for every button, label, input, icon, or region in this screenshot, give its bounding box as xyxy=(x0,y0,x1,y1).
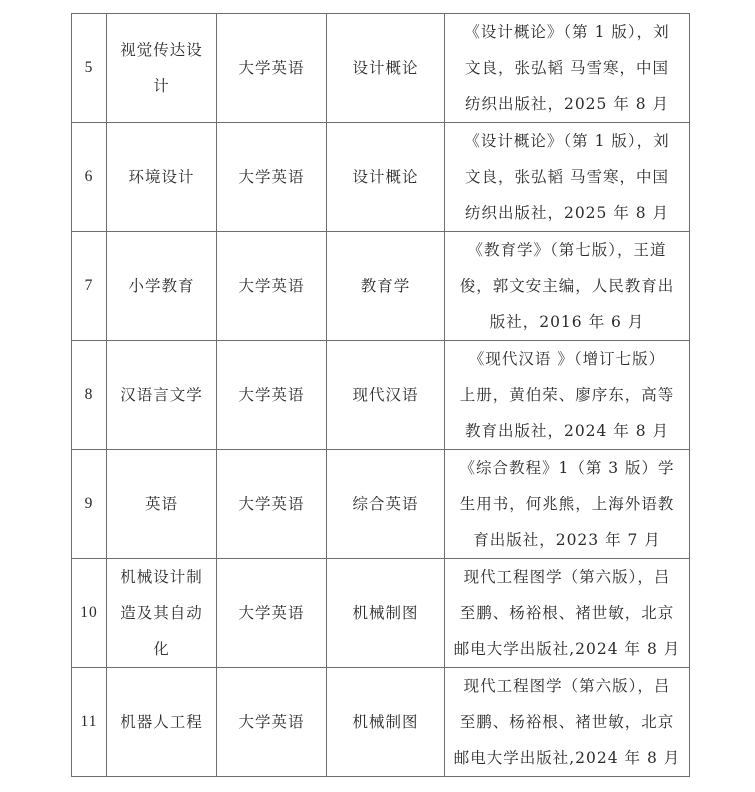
reference-book xyxy=(445,450,690,559)
course-major: 综合英语 xyxy=(327,450,445,559)
textbook-table xyxy=(71,13,690,777)
major-name xyxy=(107,559,217,668)
reference-line: 纺织出版社，2025 年 8 月 xyxy=(464,95,670,113)
major-name xyxy=(107,341,217,450)
reference-line: 教育出版社，2024 年 8 月 xyxy=(464,422,670,440)
reference-book xyxy=(445,559,690,668)
course-major: 机械制图 xyxy=(327,668,445,777)
major-line: 环境设计 xyxy=(128,168,195,186)
table-row xyxy=(72,559,690,668)
course-major: 现代汉语 xyxy=(327,341,445,450)
major-name xyxy=(107,450,217,559)
table-row xyxy=(72,232,690,341)
course-major: 设计概论 xyxy=(327,123,445,232)
course-public: 大学英语 xyxy=(217,668,327,777)
reference-line: 邮电大学出版社,2024 年 8 月 xyxy=(453,640,681,658)
reference-line: 上册，黄伯荣、廖序东，高等 xyxy=(459,386,675,404)
reference-line: 现代工程图学（第六版），吕 xyxy=(463,677,671,695)
course-major: 机械制图 xyxy=(327,559,445,668)
course-public: 大学英语 xyxy=(217,14,327,123)
major-line: 小学教育 xyxy=(128,277,195,295)
course-public: 大学英语 xyxy=(217,341,327,450)
reference-book xyxy=(445,14,690,123)
reference-line: 《现代汉语 》（增订七版） xyxy=(468,350,666,368)
table-body xyxy=(72,14,690,777)
major-name xyxy=(107,232,217,341)
reference-book xyxy=(445,341,690,450)
major-line: 英语 xyxy=(144,495,178,513)
table-row xyxy=(72,341,690,450)
course-public: 大学英语 xyxy=(217,450,327,559)
reference-line: 《设计概论》（第 1 版），刘 xyxy=(464,23,670,41)
row-number: 5 xyxy=(72,14,107,123)
course-public: 大学英语 xyxy=(217,123,327,232)
reference-line: 版社，2016 年 6 月 xyxy=(489,313,645,331)
row-number: 6 xyxy=(72,123,107,232)
table-row xyxy=(72,123,690,232)
major-line: 计 xyxy=(153,77,170,95)
reference-line: 《综合教程》1（第 3 版）学 xyxy=(459,459,675,477)
table-row xyxy=(72,668,690,777)
reference-line: 《设计概论》（第 1 版），刘 xyxy=(464,132,670,150)
row-number: 8 xyxy=(72,341,107,450)
reference-book xyxy=(445,668,690,777)
reference-line: 至鹏、杨裕根、褚世敏，北京 xyxy=(459,713,675,731)
course-major: 设计概论 xyxy=(327,14,445,123)
reference-line: 文良，张弘韬 马雪寒，中国 xyxy=(465,168,669,186)
reference-line: 现代工程图学（第六版），吕 xyxy=(463,568,671,586)
reference-book xyxy=(445,232,690,341)
major-name xyxy=(107,123,217,232)
table-row xyxy=(72,450,690,559)
major-name xyxy=(107,14,217,123)
course-major: 教育学 xyxy=(327,232,445,341)
row-number: 11 xyxy=(72,668,107,777)
reference-book xyxy=(445,123,690,232)
course-public: 大学英语 xyxy=(217,232,327,341)
reference-line: 育出版社，2023 年 7 月 xyxy=(473,531,661,549)
major-name xyxy=(107,668,217,777)
reference-line: 俊，郭文安主编，人民教育出 xyxy=(459,277,675,295)
row-number: 9 xyxy=(72,450,107,559)
major-line: 机器人工程 xyxy=(120,713,203,731)
course-public: 大学英语 xyxy=(217,559,327,668)
major-line: 化 xyxy=(153,640,170,658)
major-line: 造及其自动 xyxy=(120,604,203,622)
reference-line: 生用书，何兆熊，上海外语教 xyxy=(459,495,675,513)
major-line: 机械设计制 xyxy=(120,568,203,586)
reference-line: 《教育学》（第七版），王道 xyxy=(467,241,667,259)
major-line: 汉语言文学 xyxy=(120,386,203,404)
reference-line: 文良，张弘韬 马雪寒，中国 xyxy=(465,59,669,77)
row-number: 10 xyxy=(72,559,107,668)
major-line: 视觉传达设 xyxy=(120,41,203,59)
reference-line: 邮电大学出版社,2024 年 8 月 xyxy=(453,749,681,767)
row-number: 7 xyxy=(72,232,107,341)
reference-line: 纺织出版社，2025 年 8 月 xyxy=(464,204,670,222)
reference-line: 至鹏、杨裕根、褚世敏，北京 xyxy=(459,604,675,622)
table-row xyxy=(72,14,690,123)
